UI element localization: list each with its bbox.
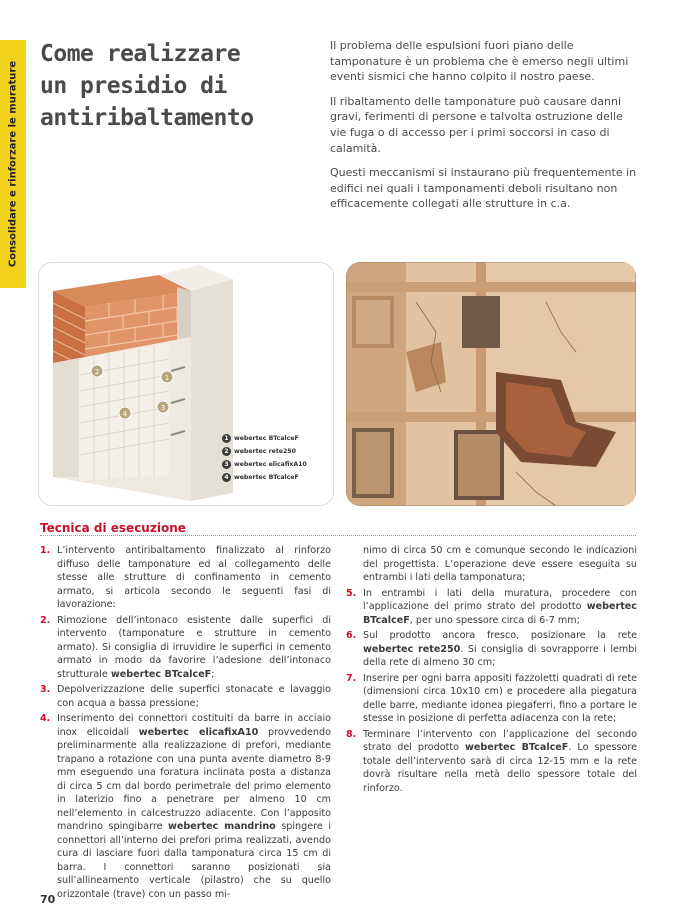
step-text-part: , per uno spessore circa di 6-7 mm; [409,614,580,626]
section-title: Tecnica di esecuzione [40,521,186,535]
step-item [346,587,637,628]
step-text [363,629,637,670]
step-text [363,587,637,628]
step-text-part: spingere i connettori all’interno dei prefori prima realizzati, avendo cura di lasciare fuori dalla tamponatura circa 15 cm di barra. I connettori saranno posizionati sia sull’allineamento verticale (pilastro) che su quello orizzontale (trave) con un passo mi- [57,821,331,900]
legend-label: webertec rete250 [234,448,296,455]
step-number: 3. [40,684,51,695]
legend-item [222,471,307,484]
step-number: 4. [40,713,51,724]
legend-label: webertec BTcalceF [234,474,299,481]
page-number: 70 [40,893,56,906]
step-item [40,614,331,682]
legend-item [222,445,307,458]
step-text-part: Inserimento dei connettori costituiti da barre in acciaio inox elicoidali [57,713,331,738]
legend-number: 1 [222,434,231,443]
title-line-2: un presidio di [40,73,227,99]
step-item [346,728,637,796]
title-line-3: antiribaltamento [40,105,254,131]
step-text-part: Rimozione dell’intonaco esistente dalle superfici di intervento (tamponature e strutture in cemento armato). Si consiglia di irruvidire le superfici in cemento armato in modo da favorire l’adesione dell’intonaco strutturale [57,614,331,680]
step-number: 5. [346,587,357,599]
step-text [57,544,331,612]
legend-number: 2 [222,447,231,456]
step-text-part: . Lo spessore totale dell’intervento sarà di circa 12-15 mm e la rete dovrà risultare nella metà dello spessore totale del rinforzo. [363,742,637,794]
damaged-building-photo [346,262,636,506]
step-item [40,683,331,710]
step-text [57,683,331,710]
step-continuation: nimo di circa 50 cm e comunque secondo le indicazioni del progettista. L’operazione deve essere eseguita su entrambi i lati della tamponatura; [363,545,637,583]
step-text-part: Inserire per ogni barra appositi fazzoletti quadrati di rete (dimensioni circa 10x10 cm) e procedere alla piegatura delle barre, mediante idonea piegaferri, fino a portare le stesse in posizione di perfetta adiacenza con la rete; [363,672,637,724]
legend-label: webertec BTcalceF [234,435,299,442]
legend-label: webertec elicafixA10 [234,461,307,468]
marker-1: 1 [164,374,170,382]
step-item [40,544,331,612]
step-text-part: Terminare l’intervento con l’applicazione del secondo strato del prodotto [363,728,637,753]
intro-paragraph-1: Il problema delle espulsioni fuori piano delle tamponature è un problema che è emerso negli ultimi eventi sismici che hanno colpito il nostro paese. [330,39,629,84]
product-name: webertec BTcalceF [110,668,212,680]
step-text-part: In entrambi i lati della muratura, procedere con l’applicazione del primo strato del prodotto [363,587,637,612]
step-text-part: provvedendo preliminarmente alla realizzazione di prefori, mediante trapano a rotazione con una punta avente diametro 8-9 mm eseguendo una foratura inclinata posta a distanza di circa 5 cm dal bordo perimetrale del primo elemento in laterizio fino a penetrare per almeno 10 cm nell’elemento in calcestruzzo adiacente. Con l’apposito mandrino spingibarre [57,726,331,832]
step-text-part: L’intervento antiribaltamento finalizzato al rinforzo diffuso delle tamponature ed al collegamento delle stesse alle strutture di confinamento in cemento armato, si articola secondo le seguenti fasi di lavorazione: [57,545,331,610]
step-number: 2. [40,614,51,626]
product-name: webertec BTcalceF [465,742,569,753]
step-text-part: . Si consiglia di sovrapporre i lembi della rete di almeno 30 cm; [363,643,637,668]
intro-text [330,38,638,221]
step-text [57,712,331,901]
steps-left-column [40,544,331,903]
legend-item [222,458,307,471]
steps-right-column [346,544,637,797]
step-text-part: Sul prodotto ancora fresco, posizionare la rete [363,630,637,641]
step-number: 6. [346,630,357,641]
step-text [363,728,637,796]
marker-4: 4 [122,410,128,418]
intro-paragraph-2: Il ribaltamento delle tamponature può causare danni gravi, ferimenti di persone e talvolta ostruzione delle vie fuga o di accesso per i primi soccorsi in caso di calamità. [330,94,623,155]
legend-number: 4 [222,473,231,482]
marker-2: 2 [94,368,100,376]
legend-item [222,432,307,445]
product-name: webertec BTcalceF [363,601,637,626]
title-line-1: Come realizzare [40,41,241,67]
step-text-part: ; [211,668,215,680]
building-photo-drawing [346,262,636,506]
page-title [40,38,300,134]
figure-legend [222,432,307,484]
step-text [363,672,637,726]
product-name: webertec rete250 [363,643,461,655]
step-item [346,629,637,670]
step-text [57,614,331,682]
step-item [40,712,331,901]
marker-3: 3 [160,404,166,412]
step-number: 1. [40,545,51,556]
legend-number: 3 [222,460,231,469]
step-number: 7. [346,672,357,684]
product-name: webertec mandrino [168,821,276,832]
intro-paragraph-3: Questi meccanismi si instaurano più frequentemente in edifici nei quali i tamponamenti deboli risultano non efficacemente collegati alle strutture in c.a. [330,166,637,211]
side-label: Consolidare e rinforzare le murature [7,60,19,268]
step-number: 8. [346,728,357,740]
step-item [346,672,637,726]
section-divider [40,535,636,536]
product-name: webertec elicafixA10 [138,726,259,738]
step-text-part: Depolverizzazione delle superfici stonacate e lavaggio con acqua a bassa pressione; [57,684,331,709]
